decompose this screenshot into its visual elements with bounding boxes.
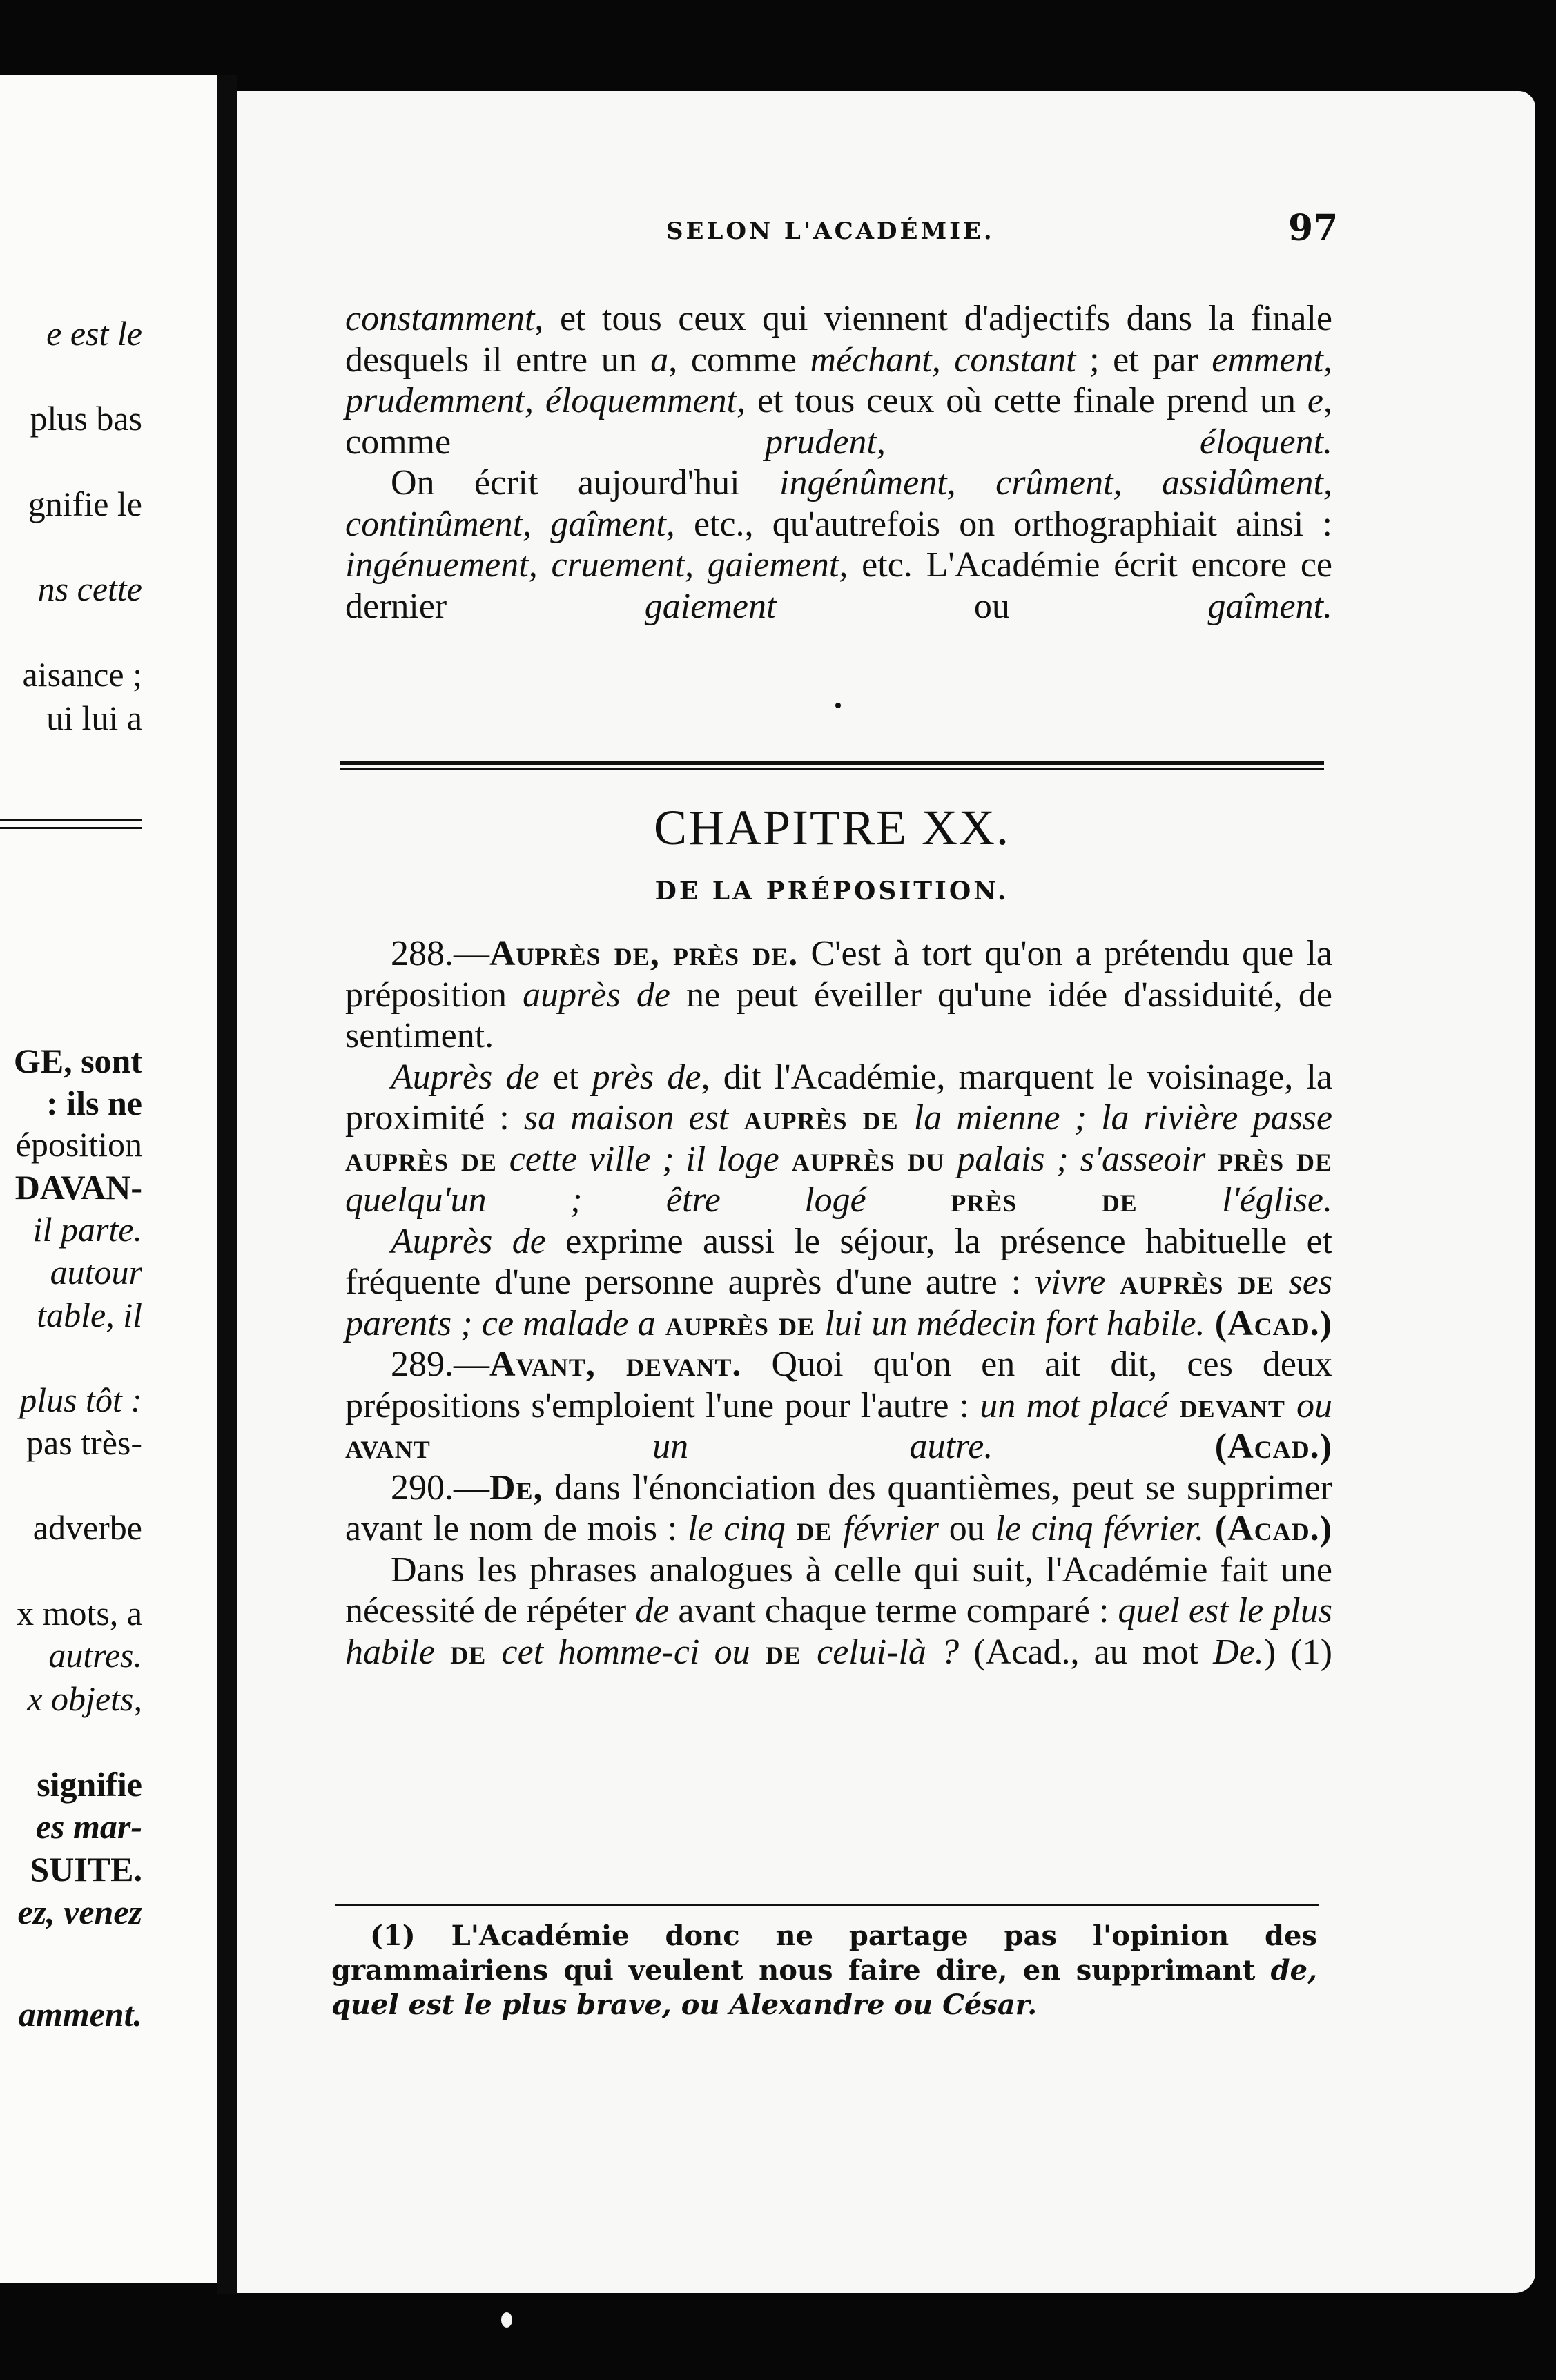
left-divider-rule xyxy=(0,819,142,821)
paragraph-gaiment: On écrit aujourd'hui ingénûment, crûment, assidûment, continûment, gaîment, etc., qu'autrefois on orthographiait ainsi : ingénuement, cruement, gaiement, etc. L'Académie écrit encore ce dernier gaiement ou gaîment. xyxy=(345,463,1332,626)
left-page-fragment: ez, venez xyxy=(17,1893,142,1931)
left-page-fragment: e est le xyxy=(46,314,142,353)
footnote-text: (1) L'Académie donc ne partage pas l'opinion des grammairiens qui veulent nous faire dire, en supprimant de, quel est le plus brave, ou Alexandre ou César. xyxy=(331,1920,1317,2021)
left-page-fragment: il parte. xyxy=(32,1210,142,1249)
left-page-fragment: x mots, a xyxy=(17,1594,142,1632)
left-page-fragment: autour xyxy=(50,1253,142,1291)
left-page-fragment: ui lui a xyxy=(46,699,142,737)
left-page-fragment: SUITE. xyxy=(30,1850,142,1889)
left-page-fragment: : ils ne xyxy=(46,1084,142,1122)
chapter-double-rule xyxy=(340,761,1324,770)
left-page-fragment: DAVAN- xyxy=(14,1168,142,1207)
left-page-fragment: plus bas xyxy=(30,399,142,438)
section-290: 290.—De, dans l'énonciation des quantièmes, peut se supprimer avant le nom de mois : le cinq de février ou le cinq février. (Acad.) xyxy=(345,1467,1332,1548)
ink-dot xyxy=(835,703,841,708)
left-divider-rule xyxy=(0,827,142,829)
left-page-fragment: éposition xyxy=(15,1125,142,1164)
left-page-fragment: pas très- xyxy=(26,1423,142,1462)
chapter-body xyxy=(345,933,1332,1672)
section-288-voisinage: Auprès de et près de, dit l'Académie, marquent le voisinage, la proximité : sa maison est auprès de la mienne ; la rivière passe auprès de cette ville ; il loge auprès du palais ; s'asseoir près de quelqu'un ; être logé près de l'église. xyxy=(345,1057,1333,1220)
section-288: 288.—Auprès de, près de. C'est à tort qu'on a prétendu que la préposition auprès de ne peut éveiller qu'une idée d'assiduité, de sentiment. xyxy=(345,934,1332,1055)
section-290-comparaison: Dans les phrases analogues à celle qui suit, l'Académie fait une nécessité de répéter de avant chaque terme comparé : quel est le plus habile de cet homme-ci ou de celui-là ? (Acad., au mot De.) (1) xyxy=(345,1550,1332,1672)
opening-text xyxy=(345,298,1332,627)
left-page-fragment: gnifie le xyxy=(28,485,142,523)
left-page-fragment: adverbe xyxy=(32,1508,142,1547)
book-spine xyxy=(217,75,237,2294)
left-page-fragment: x objets, xyxy=(27,1679,142,1718)
chapter-subtitle: DE LA PRÉPOSITION. xyxy=(654,877,1009,906)
left-page-fragment: autres. xyxy=(48,1636,142,1675)
paragraph-adverb-endings: constamment, et tous ceux qui viennent d'adjectifs dans la finale desquels il entre un a, comme méchant, constant ; et par emment, prudemment, éloquemment, et tous ceux où cette finale prend un e, comme prudent, éloquent. xyxy=(345,299,1332,462)
running-header: SELON L'ACADÉMIE. xyxy=(666,217,995,245)
left-page-fragment: GE, sont xyxy=(13,1042,142,1080)
page-number: 97 xyxy=(1288,207,1339,249)
section-289: 289.—Avant, devant. Quoi qu'on en ait dit, ces deux prépositions s'emploient l'une pour l'autre : un mot placé devant ou avant un autre. (Acad.) xyxy=(345,1345,1333,1466)
left-page-fragment: aisance ; xyxy=(22,655,142,694)
chapter-title: CHAPITRE XX. xyxy=(653,800,1010,855)
left-page xyxy=(0,75,217,2283)
footnote xyxy=(331,1919,1317,2022)
section-288-sejour: Auprès de exprime aussi le séjour, la présence habituelle et fréquente d'une personne auprès d'une autre : vivre auprès de ses parents ; ce malade a auprès de lui un médecin fort habile. (Acad.) xyxy=(345,1221,1333,1343)
left-page-fragment: ns cette xyxy=(37,569,142,608)
left-page-fragment: es mar- xyxy=(35,1807,142,1846)
left-page-fragment: signifie xyxy=(37,1765,142,1804)
footnote-rule xyxy=(335,1904,1319,1906)
left-page-fragment: plus tôt : xyxy=(19,1381,142,1419)
left-page-fragment: table, il xyxy=(37,1296,142,1334)
ink-dot xyxy=(501,2312,512,2328)
left-page-fragment: amment. xyxy=(18,1995,142,2033)
